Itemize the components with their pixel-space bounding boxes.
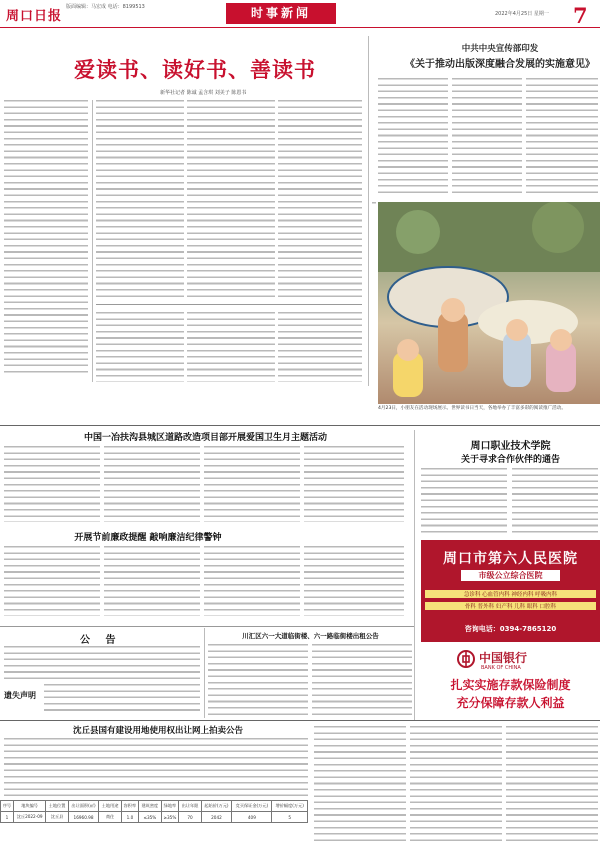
table-row: 1 沈丘2022-09 沈丘县 16960.98 商住 1.0 ≤35% ≥35% 70 2042 409 5 xyxy=(1,812,308,823)
reading-body-col3 xyxy=(278,100,362,298)
bank-slogan-2: 充分保障存款人利益 xyxy=(456,696,565,710)
notice-body xyxy=(4,646,200,680)
newspaper-logo: 周口日报 xyxy=(6,9,63,24)
publish-kicker: 中共中央宣传部印发 xyxy=(461,44,539,54)
column-divider xyxy=(204,628,205,718)
rental-headline: 川汇区六一大道临街楼、六一路临街楼出租公告 xyxy=(242,632,379,640)
reading-body-col4 xyxy=(96,312,184,382)
section-divider xyxy=(0,425,600,426)
land-auction-table xyxy=(0,800,308,823)
reading-headline: 爱读书、读好书、善读书 xyxy=(74,58,316,82)
publish-body-col4 xyxy=(372,202,376,204)
exam-body-col4 xyxy=(304,546,404,616)
reading-body-col5 xyxy=(187,312,275,382)
publish-headline: 《关于推动出版深度融合发展的实施意见》 xyxy=(405,59,595,70)
publish-body-col1 xyxy=(378,78,448,196)
hospital-advertisement xyxy=(421,540,600,642)
fire-drill-body-col1 xyxy=(4,446,100,522)
editor-info: 版面编辑：马宏成 电话：8199513 xyxy=(66,4,145,10)
college-body-col1 xyxy=(421,468,507,534)
reading-body-col1 xyxy=(96,100,184,298)
column-divider xyxy=(414,430,415,720)
fire-drill-body-col2 xyxy=(104,446,200,522)
bank-name: 中国银行 xyxy=(479,651,528,665)
hospital-services: 急诊科 心血管内科 神经内科 呼吸内科 xyxy=(425,590,596,598)
column-divider xyxy=(368,36,369,386)
land-auction-body-col2 xyxy=(410,726,502,844)
fire-drill-body-col3 xyxy=(204,446,300,522)
lost-body xyxy=(44,684,200,714)
reading-event-photo xyxy=(378,202,600,404)
land-auction-body-col3 xyxy=(506,726,598,844)
exam-body-col3 xyxy=(204,546,300,616)
notice-title: 公 告 xyxy=(80,635,122,646)
bank-advertisement xyxy=(421,646,600,716)
college-body-col2 xyxy=(512,468,598,534)
issue-date: 2022年4月25日 星期一 xyxy=(495,11,549,17)
reading-body-col2 xyxy=(187,100,275,298)
section-title: 时事新闻 xyxy=(226,3,336,24)
reading-body-col6 xyxy=(278,312,362,382)
bank-slogan-1: 扎实实施存款保险制度 xyxy=(450,678,571,692)
publish-body-col2 xyxy=(452,78,522,196)
reading-byline: 新华社记者 陈诚 孟含琪 刘美子 陈恩书 xyxy=(160,90,247,96)
exam-body-col2 xyxy=(104,546,200,616)
bank-name-en: BANK OF CHINA xyxy=(481,665,521,671)
hospital-services-2: 骨科 普外科 妇产科 儿科 眼科 口腔科 xyxy=(425,602,596,610)
hospital-type: 市级公立综合医院 xyxy=(461,570,560,581)
exam-body-col1 xyxy=(4,546,100,616)
page-number: 7 xyxy=(573,3,588,28)
masthead xyxy=(0,0,600,28)
lost-title: 遗失声明 xyxy=(4,691,36,700)
hospital-hotline: 咨询电话：0394-7865120 xyxy=(464,625,557,633)
reading-lead-text xyxy=(4,100,88,376)
college-headline: 周口职业技术学院 xyxy=(470,441,551,452)
section-divider xyxy=(0,720,600,721)
bank-logo-icon xyxy=(457,650,475,668)
land-auction-body-col1 xyxy=(314,726,406,844)
fire-drill-body-col4 xyxy=(304,446,404,522)
children-reading-illustration xyxy=(378,202,600,404)
college-subheadline: 关于寻求合作伙伴的通告 xyxy=(460,455,560,465)
section-divider xyxy=(96,304,362,305)
section-divider xyxy=(0,626,414,627)
table-header-row: 序号 地块编号 土地位置 出让面积(㎡) 土地用途 容积率 建筑密度 绿地率 出让年限 起始价(万元) 竞买保证金(万元) 增价幅度(万元) xyxy=(1,801,308,812)
fire-drill-headline: 中国一冶扶沟县城区道路改造项目部开展爱国卫生月主题活动 xyxy=(83,433,327,443)
exam-headline: 开展节前廉政提醒 敲响廉洁纪律警钟 xyxy=(74,533,222,543)
column-divider xyxy=(92,100,93,382)
publish-body-col3 xyxy=(526,78,598,196)
land-auction-headline: 沈丘县国有建设用地使用权出让网上拍卖公告 xyxy=(72,726,243,736)
photo-caption: 4月23日，小朋友在活动现场展示。世界读书日当天，各地举办了丰富多彩的阅读推广活动。 xyxy=(378,406,566,411)
rental-body-col1 xyxy=(208,644,308,716)
land-auction-intro xyxy=(4,738,308,796)
hospital-name: 周口市第六人民医院 xyxy=(443,551,578,567)
rental-body-col2 xyxy=(312,644,412,716)
